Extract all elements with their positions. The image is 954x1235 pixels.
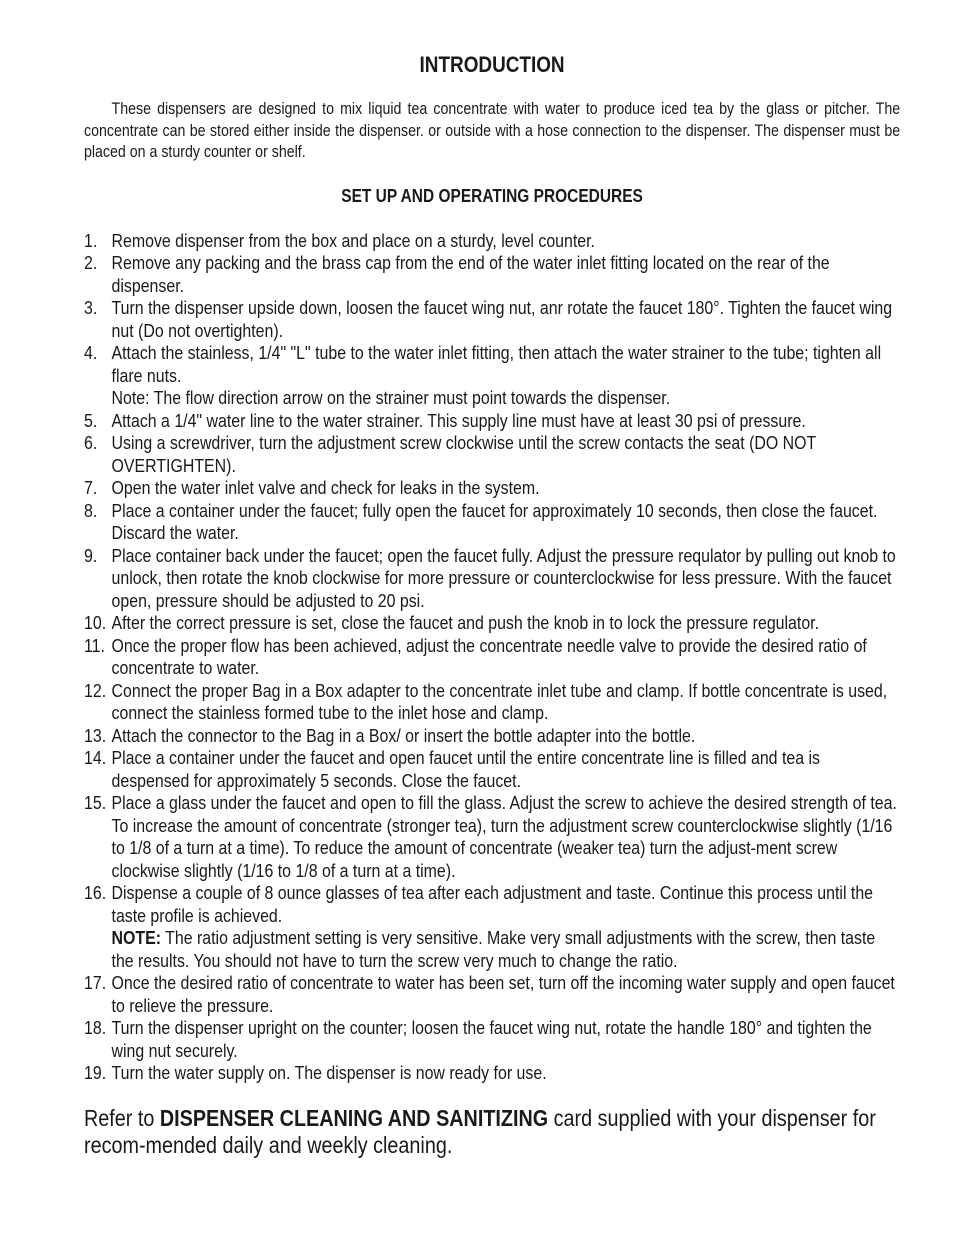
step-number: 1. bbox=[84, 229, 98, 251]
step-3 bbox=[84, 297, 900, 342]
step-note: Note: The flow direction arrow on the strainer must point towards the dispenser. bbox=[111, 387, 671, 408]
step-text: Once the desired ratio of concentrate to water has been set, turn off the incoming water supply and open faucet to relieve the pressure. bbox=[111, 972, 895, 1016]
step-5 bbox=[84, 410, 900, 433]
step-number: 12. bbox=[84, 679, 107, 701]
step-number: 3. bbox=[84, 297, 98, 318]
step-14 bbox=[84, 747, 900, 792]
step-text: Turn the dispenser upside down, loosen the faucet wing nut, anr rotate the faucet 180°. Tighten the faucet wing nut (Do not overtighten). bbox=[111, 297, 893, 341]
step-text: Attach the connector to the Bag in a Box/ or insert the bottle adapter into the bottle. bbox=[111, 724, 696, 746]
step-6 bbox=[84, 432, 900, 477]
step-text: Once the proper flow has been achieved, adjust the concentrate needle valve to provide the desired ratio of concentrate to water. bbox=[111, 634, 867, 678]
introduction-heading: INTRODUCTION bbox=[419, 52, 565, 77]
procedures-heading: SET UP AND OPERATING PROCEDURES bbox=[341, 185, 643, 206]
step-number: 17. bbox=[84, 972, 107, 993]
step-number: 4. bbox=[84, 342, 98, 363]
step-number: 13. bbox=[84, 724, 107, 746]
step-text: Attach the stainless, 1/4" "L" tube to the water inlet fitting, then attach the water strainer to the tube; tighten all flare nuts. bbox=[111, 342, 882, 386]
refer-prefix: Refer to bbox=[84, 1104, 160, 1131]
step-number: 6. bbox=[84, 432, 98, 453]
step-text: Connect the proper Bag in a Box adapter to the concentrate inlet tube and clamp. If bottle concentrate is used, connect the stainless formed tube to the inlet hose and clamp. bbox=[111, 679, 888, 723]
step-17 bbox=[84, 972, 900, 1017]
step-text: Remove dispenser from the box and place on a sturdy, level counter. bbox=[111, 229, 595, 251]
step-number: 18. bbox=[84, 1017, 107, 1038]
step-12 bbox=[84, 680, 900, 725]
step-note bbox=[112, 927, 901, 972]
document-page bbox=[84, 52, 900, 1159]
step-number: 9. bbox=[84, 544, 98, 566]
step-18 bbox=[84, 1017, 900, 1062]
step-number: 5. bbox=[84, 409, 98, 431]
step-number: 16. bbox=[84, 882, 107, 903]
step-number: 19. bbox=[84, 1062, 107, 1083]
step-2 bbox=[84, 252, 900, 297]
step-1 bbox=[84, 230, 900, 253]
step-10 bbox=[84, 612, 900, 635]
step-number: 14. bbox=[84, 747, 107, 768]
note-text: The ratio adjustment setting is very sensitive. Make very small adjustments with the screw, then taste the results. You should not have to turn the screw very much to change the ratio. bbox=[111, 927, 876, 971]
step-text: Place a container under the faucet; fully open the faucet for approximately 10 seconds, then close the faucet. Discard the water. bbox=[111, 499, 878, 543]
step-11 bbox=[84, 635, 900, 680]
step-7 bbox=[84, 477, 900, 500]
step-number: 8. bbox=[84, 499, 98, 521]
step-text: Dispense a couple of 8 ounce glasses of tea after each adjustment and taste. Continue this process until the taste profile is achieved. bbox=[111, 882, 874, 926]
step-text: Remove any packing and the brass cap from the end of the water inlet fitting located on the rear of the dispenser. bbox=[111, 252, 830, 296]
step-text: Open the water inlet valve and check for leaks in the system. bbox=[111, 477, 540, 498]
step-number: 2. bbox=[84, 252, 98, 273]
step-text: Using a screwdriver, turn the adjustment screw clockwise until the screw contacts the seat (DO NOT OVERTIGHTEN). bbox=[111, 432, 816, 476]
step-16 bbox=[84, 882, 900, 972]
step-number: 10. bbox=[84, 612, 107, 633]
step-8 bbox=[84, 500, 900, 545]
step-text: After the correct pressure is set, close the faucet and push the knob in to lock the pressure regulator. bbox=[111, 612, 820, 633]
step-text: Turn the water supply on. The dispenser is now ready for use. bbox=[111, 1062, 547, 1083]
step-text: Attach a 1/4" water line to the water strainer. This supply line must have at least 30 psi of pressure. bbox=[111, 409, 806, 431]
step-13 bbox=[84, 725, 900, 748]
procedure-steps-list bbox=[84, 230, 900, 1085]
refer-suffix: card supplied with your dispenser for recom-mended daily and weekly cleaning. bbox=[84, 1104, 876, 1158]
step-text: Place container back under the faucet; open the faucet fully. Adjust the pressure requlator by pulling out knob to unlock, then rotate the knob clockwise for more pressure or counterclockwise for less pressure. With the faucet open, pressure should be adjusted to 20 psi. bbox=[111, 544, 896, 611]
step-number: 11. bbox=[84, 634, 105, 656]
introduction-paragraph: These dispensers are designed to mix liquid tea concentrate with water to produce iced tea by the glass or pitcher. The concentrate can be stored either inside the dispenser. or outside with a hose connection to the dispenser. The dispenser must be placed on a sturdy counter or shelf. bbox=[84, 100, 901, 161]
step-text: Place a container under the faucet and open faucet until the entire concentrate line is filled and tea is despensed for approximately 5 seconds. Close the faucet. bbox=[111, 747, 820, 791]
step-text: Place a glass under the faucet and open to fill the glass. Adjust the screw to achieve the desired strength of tea. To increase the amount of concentrate (stronger tea), turn the adjustment screw counterclockwise slightly (1/16 to 1/8 of a turn at a time). To reduce the amount of concentrate (weaker tea) turn the adjust-ment screw clockwise slightly (1/16 to 1/8 of a turn at a time). bbox=[111, 792, 897, 881]
step-15 bbox=[84, 792, 900, 882]
document-body bbox=[84, 52, 900, 1159]
cleaning-reference-paragraph bbox=[84, 1105, 900, 1159]
step-text: Turn the dispenser upright on the counter; loosen the faucet wing nut, rotate the handle 180° and tighten the wing nut securely. bbox=[111, 1017, 872, 1061]
note-label: NOTE: bbox=[111, 927, 162, 948]
step-number: 15. bbox=[84, 792, 107, 813]
step-4 bbox=[84, 342, 900, 410]
step-19 bbox=[84, 1062, 900, 1085]
step-number: 7. bbox=[84, 477, 98, 498]
step-9 bbox=[84, 545, 900, 613]
cleaning-card-title: DISPENSER CLEANING AND SANITIZING bbox=[159, 1104, 549, 1131]
